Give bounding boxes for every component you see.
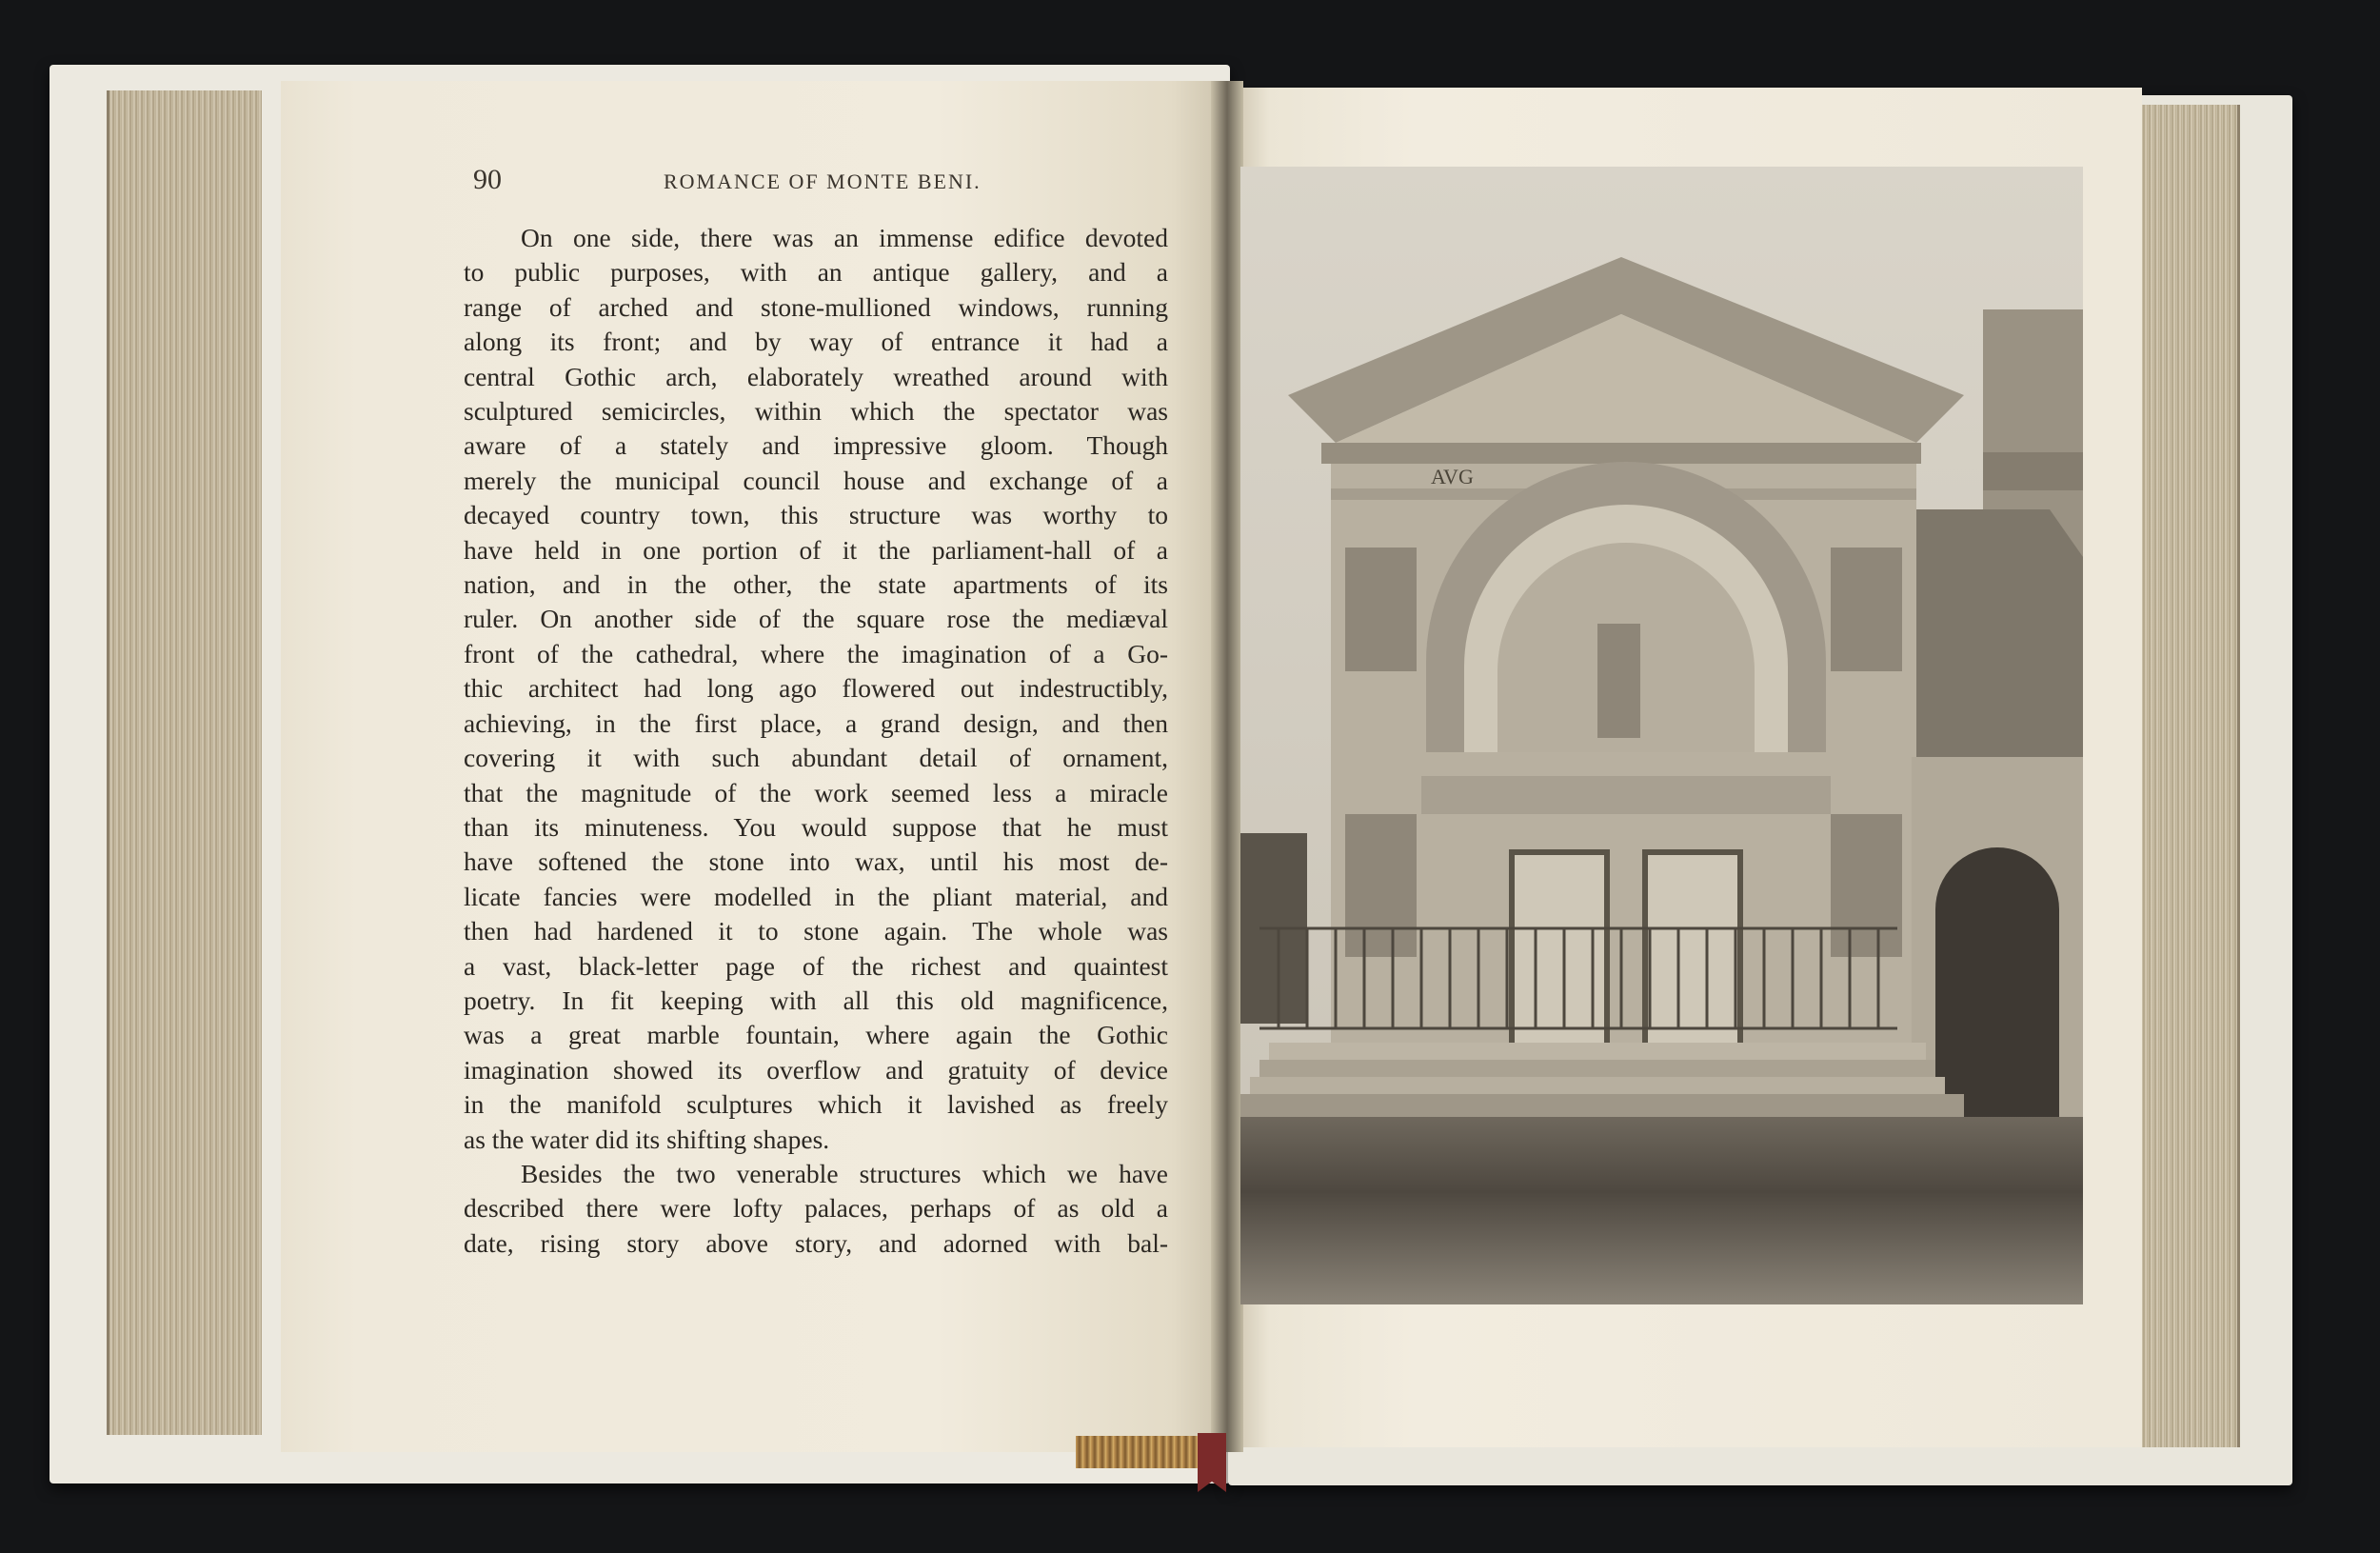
book-gutter xyxy=(1211,81,1243,1452)
page-edges-left xyxy=(107,90,262,1435)
photo-inscription: AVG xyxy=(1431,465,1474,488)
text-line: decayed country town, this structure was worthy to xyxy=(464,500,1168,530)
text-line: was a great marble fountain, where again the Gothic xyxy=(464,1020,1168,1050)
text-line: Besides the two venerable structures which we have xyxy=(521,1158,1168,1188)
running-head: ROMANCE OF MONTE BENI. xyxy=(664,169,982,193)
text-line: to public purposes, with an antique gallery, and a xyxy=(464,257,1168,288)
page-number: 90 xyxy=(473,164,502,195)
text-line: range of arched and stone-mullioned windows, running xyxy=(464,291,1168,322)
text-line: imagination showed its overflow and gratuity of device xyxy=(464,1054,1168,1085)
text-line: described there were lofty palaces, perhaps of as old a xyxy=(464,1193,1168,1224)
text-line: than its minuteness. You would suppose that he must xyxy=(464,811,1168,842)
text-line: poetry. In fit keeping with all this old magnificence, xyxy=(464,985,1168,1015)
text-line: nation, and in the other, the state apartments of its xyxy=(464,569,1168,600)
text-line: that the magnitude of the work seemed less a miracle xyxy=(464,777,1168,807)
page-edges-right xyxy=(2142,105,2240,1447)
body-text xyxy=(464,221,1168,1261)
text-line: then had hardened it to stone again. The whole was xyxy=(464,916,1168,946)
cathedral-photograph xyxy=(1240,167,2083,1304)
text-line: thic architect had long ago flowered out indestructibly, xyxy=(464,673,1168,704)
headband xyxy=(1076,1436,1209,1468)
text-line: as the water did its shifting shapes. xyxy=(464,1124,830,1154)
text-line: achieving, in the first place, a grand design, and then xyxy=(464,707,1168,738)
page-header xyxy=(473,164,1197,202)
text-line: front of the cathedral, where the imagination of a Go- xyxy=(464,638,1168,668)
text-line: licate fancies were modelled in the pliant material, and xyxy=(464,881,1168,911)
text-line: sculptured semicircles, within which the spectator was xyxy=(464,396,1168,427)
text-line: date, rising story above story, and adorned with bal- xyxy=(464,1227,1168,1258)
text-line: along its front; and by way of entrance it had a xyxy=(464,327,1168,357)
text-line: in the manifold sculptures which it lavished as freely xyxy=(464,1089,1168,1120)
text-line: have softened the stone into wax, until his most de- xyxy=(464,846,1168,877)
text-line: have held in one portion of it the parliament-hall of a xyxy=(464,534,1168,565)
text-line: ruler. On another side of the square rose the mediæval xyxy=(464,604,1168,634)
text-line: covering it with such abundant detail of ornament, xyxy=(464,743,1168,773)
text-line: central Gothic arch, elaborately wreathed around with xyxy=(464,361,1168,391)
text-line: aware of a stately and impressive gloom. Though xyxy=(464,430,1168,461)
text-line: On one side, there was an immense edifice devoted xyxy=(521,223,1168,252)
text-line: a vast, black-letter page of the richest and quaintest xyxy=(464,950,1168,981)
text-line: merely the municipal council house and exchange of a xyxy=(464,465,1168,495)
